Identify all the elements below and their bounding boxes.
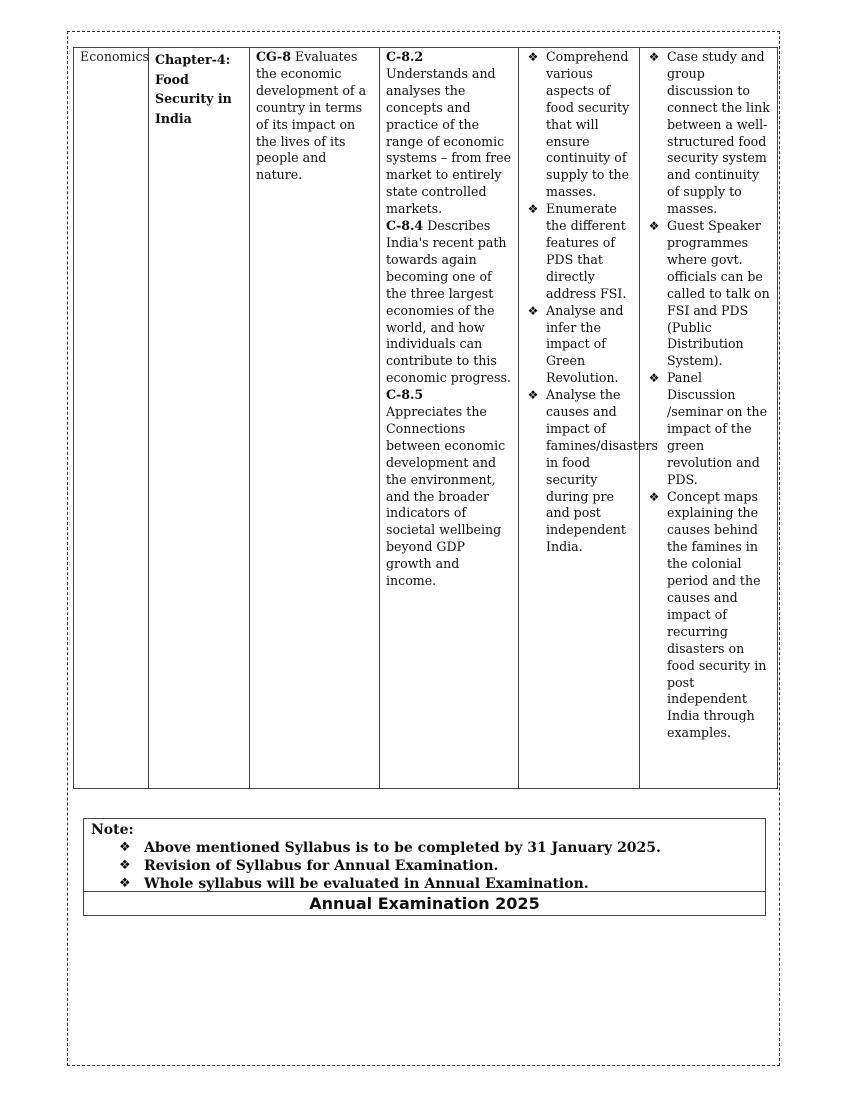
learning-outcomes-cell [519,48,658,789]
note-label: Note: [91,822,134,838]
chapter-title: Chapter-4: Food Security in India [155,52,232,126]
syllabus-table [73,47,778,789]
chapter-cell [149,48,250,789]
list-item: ❖ Above mentioned Syllabus is to be completed by 31 January 2025. [119,840,661,856]
activities-cell [640,48,778,789]
list-item: ❖ Comprehend various aspects of food security that will ensure continuity of supply to the masses. [525,49,634,201]
diamond-bullet-icon: ❖ [527,50,539,64]
list-item: ❖ Case study and group discussion to connect the link between a well-structured food security system and continuity of supply to masses. [646,49,772,218]
diamond-bullet-icon: ❖ [527,303,539,318]
subject-name: Economics [80,49,150,64]
list-item: ❖ Analyse and infer the impact of Green Revolution. [525,303,634,388]
diamond-bullet-icon: ❖ [527,388,539,403]
list-item: ❖ Revision of Syllabus for Annual Examination. [119,858,499,874]
note-list [91,839,765,893]
activities-list [646,49,772,742]
cg-text: Evaluates the economic development of a country in terms of its impact on the lives of its people and nature. [256,49,367,183]
diamond-bullet-icon: ❖ [648,219,660,234]
diamond-bullet-icon: ❖ [648,371,660,386]
table-row [74,48,778,789]
subject-cell [74,48,149,789]
list-item: ❖ Enumerate the different features of PDS that directly address FSI. [525,201,634,302]
note-box [83,818,766,892]
learning-outcomes-list [525,49,658,556]
curricular-goal-cell [250,48,380,789]
diamond-bullet-icon: ❖ [527,202,539,217]
competency-code: C-8.4 [386,218,424,234]
competency-code: C-8.2 [386,49,424,64]
competency-item [386,387,513,590]
diamond-bullet-icon: ❖ [648,489,660,504]
competency-text: Describes India's recent path towards again becoming one of the three largest economies of the world, and how individuals can contribute to this economic progress. [386,218,511,386]
list-item: ❖ Guest Speaker programmes where govt. officials can be called to talk on FSI and PDS (Public Distribution System). [646,218,772,370]
competencies-cell [380,48,519,789]
competency-text: Appreciates the Connections between economic development and the environment, and the broader indicators of societal wellbeing beyond GDP growth and income. [386,404,506,589]
list-item: ❖ Whole syllabus will be evaluated in Annual Examination. [119,876,589,892]
diamond-bullet-icon: ❖ [119,840,131,855]
diamond-bullet-icon: ❖ [119,876,131,891]
diamond-bullet-icon: ❖ [119,858,131,873]
competency-item [386,218,513,387]
diamond-bullet-icon: ❖ [648,50,660,64]
competency-text: Understands and analyses the concepts and practice of the range of economic systems – from free market to entirely state controlled markets. [386,65,512,217]
list-item: ❖ Panel Discussion /seminar on the impact of the green revolution and PDS. [646,370,772,488]
competency-code: C-8.5 [386,387,424,403]
list-item: ❖ Concept maps explaining the causes behind the famines in the colonial period and the causes and impact of recurring disasters on food security in post independent India through examples. [646,489,772,743]
cg-code: CG-8 [256,49,292,64]
list-item: ❖ Analyse the causes and impact of famines/disasters in food security during pre and post independent India. [525,387,634,556]
exam-title: Annual Examination 2025 [83,891,766,916]
competency-item [386,49,513,218]
